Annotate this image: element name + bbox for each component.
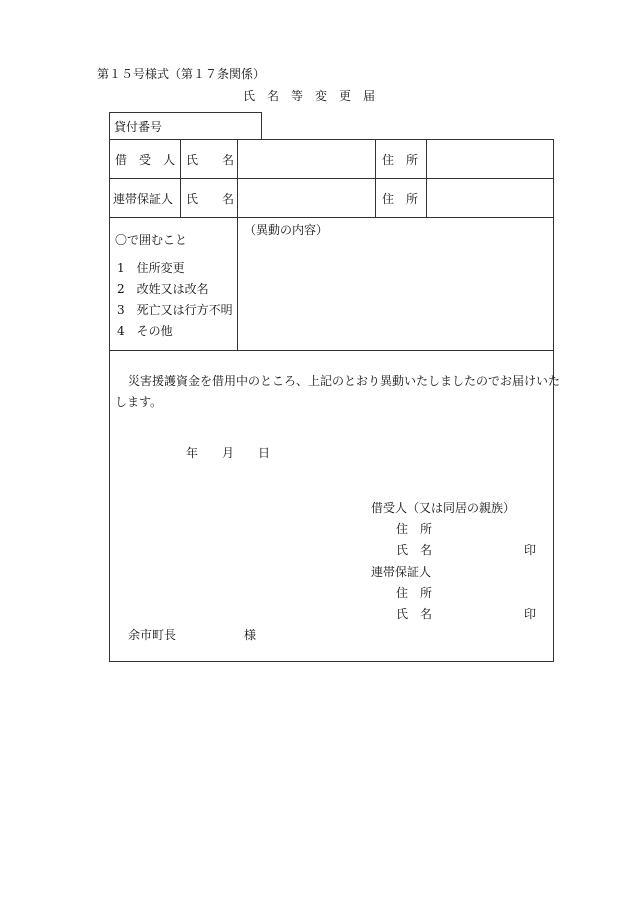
guarantor-heading: 連帯保証人: [371, 565, 432, 579]
column-divider: [375, 139, 376, 217]
column-divider: [237, 139, 238, 350]
change-content-label: （異動の内容）: [244, 223, 329, 237]
guarantor-address-field[interactable]: [432, 187, 548, 211]
option-address-change[interactable]: 1 住所変更: [117, 261, 185, 275]
option-death-missing[interactable]: 3 死亡又は行方不明: [117, 303, 233, 317]
column-divider: [426, 139, 427, 217]
option-other[interactable]: 4 その他: [117, 324, 173, 338]
guarantor-seal-mark: 印: [524, 607, 537, 621]
borrower-address-field[interactable]: [432, 148, 548, 172]
date-day: 日: [258, 446, 271, 460]
guarantor-address-label: 住 所: [382, 192, 419, 206]
borrower-label: 借 受 人: [115, 153, 176, 167]
guarantor-sign-address: 住 所: [396, 586, 433, 600]
borrower-name-label: 氏 名: [186, 153, 235, 167]
honorific: 様: [244, 628, 257, 642]
borrower-seal-mark: 印: [524, 543, 537, 557]
row-divider: [109, 178, 554, 179]
form-number: 第１５号様式（第１７条関係）: [97, 67, 266, 81]
guarantor-label: 連帯保証人: [113, 192, 174, 206]
row-divider: [109, 350, 554, 351]
column-divider: [180, 139, 181, 217]
borrower-sign-address: 住 所: [396, 522, 433, 536]
statement-line-1: 災害援護資金を借用中のところ、上記のとおり異動いたしましたのでお届けいた: [128, 374, 561, 388]
change-content-field[interactable]: [244, 240, 548, 344]
borrower-name-field[interactable]: [244, 148, 370, 172]
circle-instruction: 〇で囲むこと: [115, 233, 188, 247]
date-month: 月: [222, 446, 235, 460]
guarantor-name-field[interactable]: [244, 187, 370, 211]
guarantor-sign-name: 氏 名: [396, 607, 433, 621]
row-divider: [109, 217, 554, 218]
recipient: 余市町長: [128, 628, 177, 642]
borrower-sign-name: 氏 名: [396, 543, 433, 557]
form-title: 氏 名 等 変 更 届: [243, 89, 376, 103]
date-year: 年: [186, 446, 199, 460]
borrower-heading: 借受人（又は同居の親族）: [371, 501, 516, 515]
borrower-address-label: 住 所: [382, 153, 419, 167]
guarantor-name-label: 氏 名: [186, 192, 235, 206]
statement-line-2: します。: [115, 395, 163, 409]
option-name-change[interactable]: 2 改姓又は改名: [117, 282, 209, 296]
loan-number-label: 貸付番号: [114, 120, 163, 134]
